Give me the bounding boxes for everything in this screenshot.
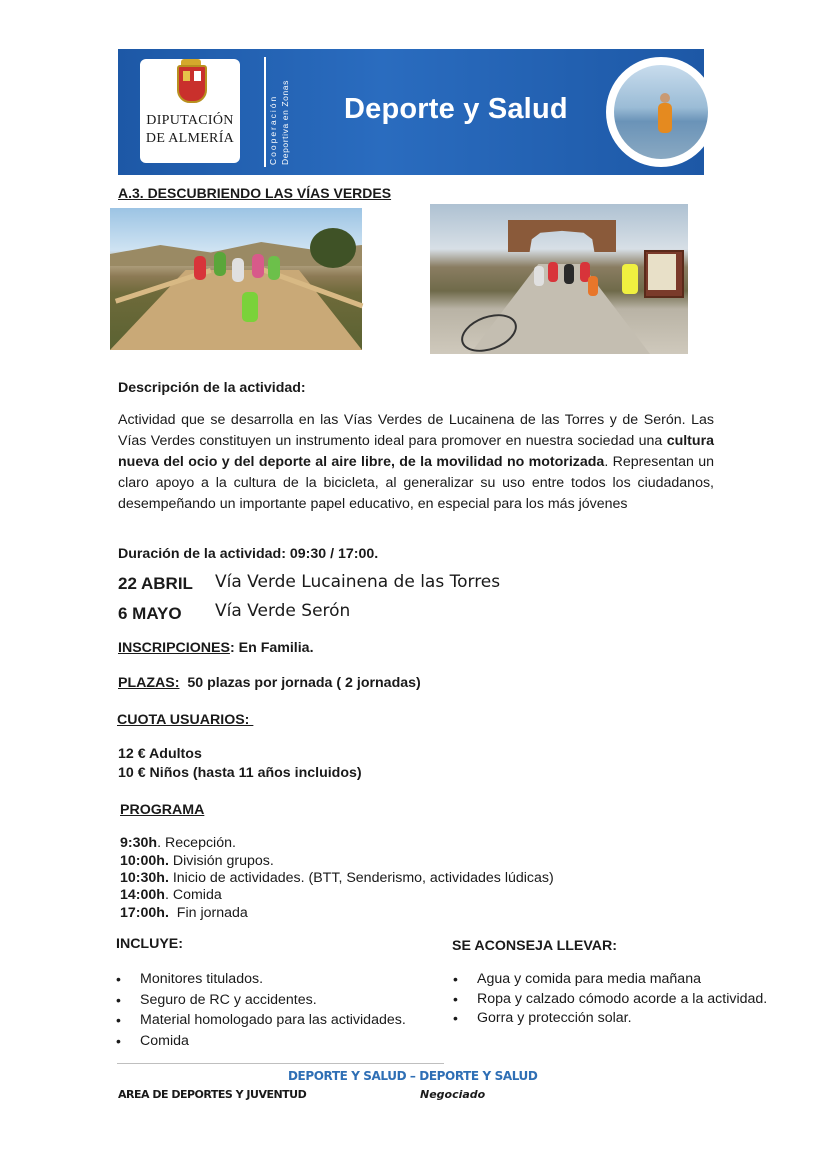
plazas-label: PLAZAS:	[118, 675, 180, 691]
programa-label: PROGRAMA	[120, 802, 205, 818]
child-running-figure	[242, 292, 258, 322]
date-1: 22 ABRIL	[118, 574, 193, 593]
plazas	[118, 673, 421, 694]
tree	[310, 228, 356, 268]
llevar-item: Agua y comida para media mañana	[477, 971, 701, 987]
schedule-item	[120, 852, 274, 870]
bullet-icon: •	[116, 1033, 121, 1049]
walker-figure	[232, 258, 244, 282]
description-body	[118, 410, 714, 515]
schedule-time: 10:00h.	[120, 853, 169, 869]
schedule-item	[120, 834, 236, 852]
cyclist-figure	[548, 262, 558, 282]
schedule-text: División grupos.	[168, 853, 274, 869]
diputacion-logo	[140, 59, 240, 163]
swimmer-figure	[658, 103, 672, 133]
description-label: Descripción de la actividad:	[118, 380, 306, 396]
duration: Duración de la actividad: 09:30 / 17:00.	[118, 546, 379, 562]
walker-figure	[268, 256, 280, 280]
incluye-item: Monitores titulados.	[140, 971, 264, 987]
schedule-time: 9:30h	[120, 835, 158, 851]
walker-figure	[252, 254, 264, 278]
bullet-icon: •	[116, 971, 121, 987]
schedule-text: . Comida	[164, 887, 222, 903]
cuota-label: CUOTA USUARIOS:	[117, 712, 254, 728]
cooperacion-line2: Deportiva en Zonas	[280, 80, 290, 165]
inscripciones-value: : En Familia.	[229, 640, 314, 656]
schedule-item	[120, 904, 248, 922]
description-bold: cultura nueva del ocio y del deporte al aire libre, de la movilidad no motorizada	[118, 433, 714, 470]
route-1: Vía Verde Lucainena de las Torres	[215, 572, 501, 592]
wooden-deck	[110, 270, 362, 350]
schedule-text: Inicio de actividades. (BTT, Senderismo, actividades lúdicas)	[168, 870, 554, 886]
inscripciones-label: INSCRIPCIONES	[118, 640, 230, 656]
logo-text-line2: DE ALMERÍA	[145, 131, 235, 146]
cyclist-figure	[622, 264, 638, 294]
bullet-icon: •	[116, 1012, 121, 1028]
bullet-icon: •	[453, 971, 458, 987]
incluye-label: INCLUYE:	[116, 936, 183, 952]
cooperacion-text	[266, 57, 306, 167]
price-child: 10 € Niños (hasta 11 años incluidos)	[118, 765, 362, 781]
schedule-time: 10:30h.	[120, 870, 169, 886]
incluye-item: Seguro de RC y accidentes.	[140, 992, 317, 1008]
cyclist-figure	[588, 276, 598, 296]
schedule-time: 14:00h	[120, 887, 165, 903]
incluye-item: Comida	[140, 1033, 189, 1049]
logo-text-line1: DIPUTACIÓN	[146, 113, 234, 128]
banner-title: Deporte y Salud	[344, 93, 568, 125]
header-banner	[118, 49, 704, 175]
footer-negociado: Negociado	[420, 1088, 486, 1101]
schedule-time: 17:00h.	[120, 905, 169, 921]
cooperacion-line1: Cooperación	[268, 94, 278, 165]
route-2: Vía Verde Serón	[215, 601, 351, 621]
walkway-photo	[110, 208, 362, 350]
description-text-1: Actividad que se desarrolla en las Vías Verdes de Lucainena de las Torres y de Serón. Las Vías Verdes constituyen un instrumento ideal para promover en nuestra sociedad una	[118, 412, 714, 449]
footer-department: AREA DE DEPORTES Y JUVENTUD	[118, 1088, 307, 1101]
walker-figure	[194, 256, 206, 280]
schedule-item	[120, 869, 554, 887]
llevar-item: Ropa y calzado cómodo acorde a la actividad.	[477, 991, 768, 1007]
date-2: 6 MAYO	[118, 604, 182, 623]
footer-divider	[117, 1063, 444, 1064]
bullet-icon: •	[453, 1010, 458, 1026]
cyclist-figure	[534, 266, 544, 286]
bullet-icon: •	[453, 991, 458, 1007]
schedule-item	[120, 886, 222, 904]
inscripciones	[118, 638, 314, 659]
banner-photo	[606, 57, 716, 167]
cyclists-photo	[430, 204, 688, 354]
info-sign-panel	[648, 254, 676, 290]
stone-bridge	[508, 220, 616, 252]
description-text-2: . Representan un claro apoyo a la cultura de la bicicleta, al generalizar su uso entre todos los ciudadanos, desempeñando un importante papel educativo, en especial para los más jóvenes	[118, 454, 714, 512]
cyclist-figure	[564, 264, 574, 284]
footer-title: DEPORTE Y SALUD – DEPORTE Y SALUD	[288, 1069, 538, 1083]
section-title: A.3. DESCUBRIENDO LAS VÍAS VERDES	[118, 185, 392, 201]
llevar-label: SE ACONSEJA LLEVAR:	[452, 938, 618, 954]
walker-figure	[214, 252, 226, 276]
incluye-item: Material homologado para las actividades.	[140, 1012, 406, 1028]
schedule-text: . Recepción.	[157, 835, 236, 851]
sea-photo	[614, 65, 708, 159]
schedule-text: Fin jornada	[168, 905, 248, 921]
llevar-item: Gorra y protección solar.	[477, 1010, 632, 1026]
bullet-icon: •	[116, 992, 121, 1008]
swimmer-figure-head	[660, 93, 670, 103]
coat-of-arms-icon	[177, 65, 207, 103]
plazas-value: 50 plazas por jornada ( 2 jornadas)	[179, 675, 421, 691]
price-adult: 12 € Adultos	[118, 746, 202, 762]
